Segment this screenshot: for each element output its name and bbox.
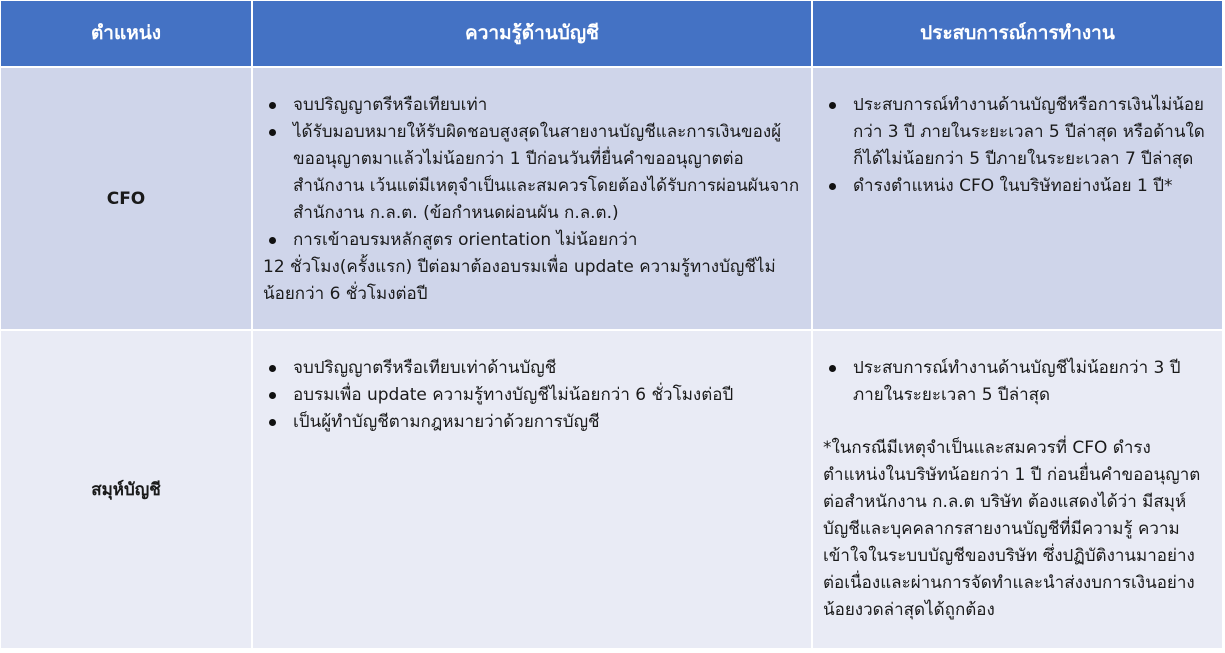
- bullet-icon: [829, 365, 836, 372]
- row-cfo-experience: [813, 68, 1222, 331]
- bullet-icon: [269, 129, 276, 136]
- bullet-icon: [269, 392, 276, 399]
- header-knowledge-label: ความรู้ด้านบัญชี: [465, 21, 599, 44]
- bullet-list: [823, 92, 1212, 200]
- list-item: ประสบการณ์ทำงานด้านบัญชีไม่น้อยกว่า 3 ปี ภายในระยะเวลา 5 ปีล่าสุด: [823, 355, 1212, 409]
- list-item: ดำรงตำแหน่ง CFO ในบริษัทอย่างน้อย 1 ปี*: [823, 173, 1212, 200]
- list-item: เป็นผู้ทำบัญชีตามกฎหมายว่าด้วยการบัญชี: [263, 409, 801, 436]
- bullet-icon: [269, 102, 276, 109]
- knowledge-continuation: 12 ชั่วโมง(ครั้งแรก) ปีต่อมาต้องอบรมเพื่อ update ความรู้ทางบัญชีไม่น้อยกว่า 6 ชั่วโมงต่อปี: [263, 257, 776, 304]
- list-item: อบรมเพื่อ update ความรู้ทางบัญชีไม่น้อยกว่า 6 ชั่วโมงต่อปี: [263, 382, 801, 409]
- header-experience-label: ประสบการณ์การทำงาน: [920, 21, 1115, 44]
- bullet-icon: [269, 237, 276, 244]
- footnote: *ในกรณีมีเหตุจำเป็นและสมควรที่ CFO ดำรงตำแหน่งในบริษัทน้อยกว่า 1 ปี ก่อนยื่นคำขออนุญาตต่อสำหนักงาน ก.ล.ต บริษัท ต้องแสดงได้ว่า มีสมุห์บัญชีและบุคคลากรสายงานบัญชีที่มีความรู้ ความเข้าใจในระบบบัญชีของบริษัท ซึ่งปฏิบัติงานมาอย่างต่อเนื่องและผ่านการจัดทำและนำส่งงบการเงินอย่างน้อยงวดล่าสุดได้ถูกต้อง: [823, 438, 1201, 620]
- bullet-icon: [269, 365, 276, 372]
- position-label: สมุห์บัญชี: [91, 480, 161, 500]
- list-item: ประสบการณ์ทำงานด้านบัญชีหรือการเงินไม่น้อยกว่า 3 ปี ภายในระยะเวลา 5 ปีล่าสุด หรือด้านใดก็ได้ไม่น้อยกว่า 5 ปีภายในระยะเวลา 7 ปีล่าสุด: [823, 92, 1212, 173]
- list-item: ได้รับมอบหมายให้รับผิดชอบสูงสุดในสายงานบัญชีและการเงินของผู้ขออนุญาตมาแล้วไม่น้อยกว่า 1 ปีก่อนวันที่ยื่นคำขออนุญาตต่อสำนักงาน เว้นแต่มีเหตุจำเป็นและสมควรโดยต้องได้รับการผ่อนผันจากสำนักงาน ก.ล.ต. (ข้อกำหนดผ่อนผัน ก.ล.ต.): [263, 119, 801, 227]
- list-item: จบปริญญาตรีหรือเทียบเท่า: [263, 92, 801, 119]
- header-position: [1, 1, 253, 68]
- bullet-list: [263, 355, 801, 436]
- row-accountant-knowledge: [253, 331, 813, 650]
- position-label: CFO: [106, 188, 146, 209]
- list-item: การเข้าอบรมหลักสูตร orientation ไม่น้อยกว่า: [263, 227, 801, 254]
- header-knowledge: [253, 1, 813, 68]
- row-cfo-position: [1, 68, 253, 331]
- requirements-table: [1, 1, 1222, 650]
- list-item: จบปริญญาตรีหรือเทียบเท่าด้านบัญชี: [263, 355, 801, 382]
- header-experience: [813, 1, 1222, 68]
- bullet-icon: [829, 102, 836, 109]
- row-accountant-position: [1, 331, 253, 650]
- row-accountant-experience: [813, 331, 1222, 650]
- header-position-label: ตำแหน่ง: [90, 21, 162, 44]
- bullet-list: [823, 355, 1212, 409]
- row-cfo-knowledge: [253, 68, 813, 331]
- bullet-icon: [269, 419, 276, 426]
- bullet-list: [263, 92, 801, 254]
- bullet-icon: [829, 183, 836, 190]
